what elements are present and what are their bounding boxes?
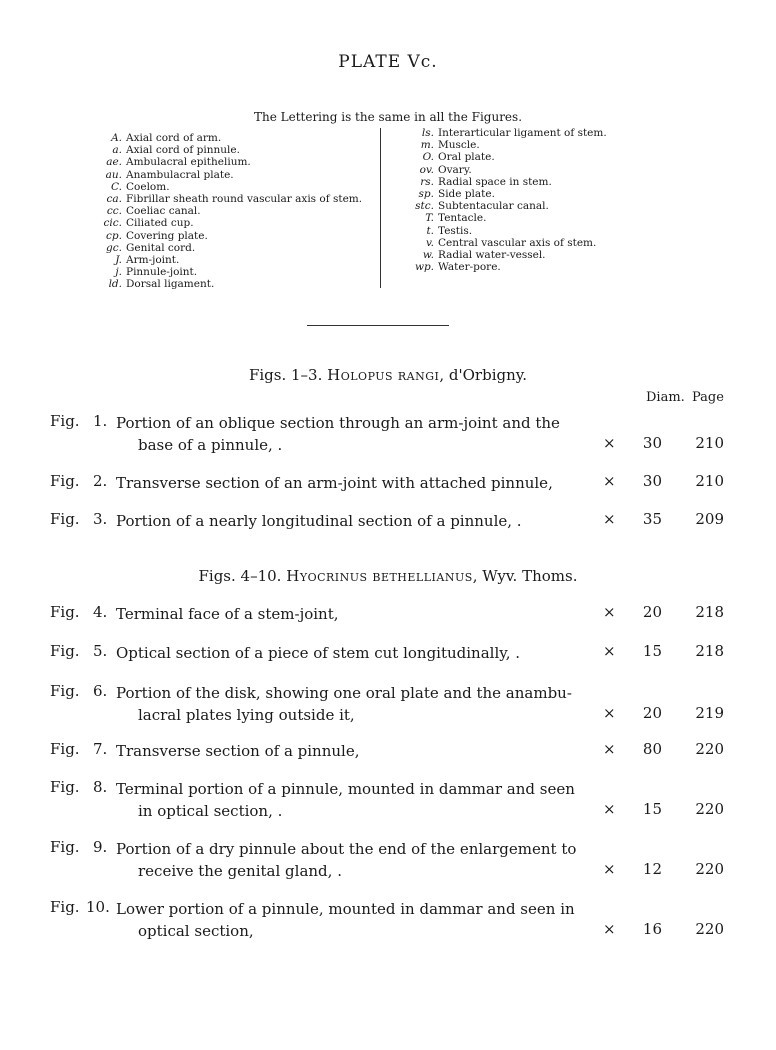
figure-label: Fig. <box>50 412 80 430</box>
figure-description-line1: Optical section of a piece of stem cut longitudinally, . <box>116 644 521 662</box>
figure-page: 210 <box>695 472 724 490</box>
figure-description <box>116 603 586 625</box>
legend-abbr: ls. <box>421 127 434 139</box>
figure-description <box>116 642 586 664</box>
section-prefix: Figs. 4–10. <box>198 567 282 585</box>
legend-text: Dorsal ligament. <box>126 278 215 291</box>
legend-text: Muscle. <box>438 139 480 152</box>
section-species: bethellianus <box>372 567 473 585</box>
legend-text: Water-pore. <box>438 261 501 274</box>
legend-right <box>412 127 642 273</box>
legend-abbr: T. <box>425 212 434 225</box>
figure-label: Fig. <box>50 642 80 660</box>
section-prefix: Figs. 1–3. <box>248 366 323 384</box>
magnification-sign: × <box>603 510 616 528</box>
legend-abbr: ld. <box>108 278 122 291</box>
figure-description-line1: Terminal face of a stem-joint, <box>116 605 339 623</box>
column-header-diam: Diam. <box>646 390 685 405</box>
figure-diameter: 35 <box>642 510 662 528</box>
magnification-sign: × <box>603 740 616 758</box>
legend-item <box>100 278 370 290</box>
legend-abbr: v. <box>425 236 434 249</box>
legend-text: Ambulacral epithelium. <box>126 156 251 169</box>
section-species: rangi <box>397 366 440 384</box>
figure-page: 220 <box>695 860 724 878</box>
legend-item <box>412 176 642 188</box>
legend-item <box>412 139 642 151</box>
section-author: , d'Orbigny. <box>439 366 528 384</box>
figure-diameter: 20 <box>642 603 662 621</box>
legend-text: Ciliated cup. <box>126 217 194 230</box>
figure-label: Fig. <box>50 682 80 700</box>
figure-label: Fig. <box>50 472 80 490</box>
legend-abbr: rs. <box>420 175 434 188</box>
legend-item <box>100 132 370 144</box>
figure-description-line2: receive the genital gland, . <box>138 862 342 880</box>
legend-item <box>412 151 642 163</box>
figure-description-line1: Lower portion of a pinnule, mounted in dammar and seen in <box>116 900 575 918</box>
figure-number: 6. <box>93 682 108 700</box>
figure-number: 7. <box>93 740 108 758</box>
figure-description <box>116 682 586 726</box>
figure-label: Fig. <box>50 778 80 796</box>
legend-abbr: C. <box>111 180 122 193</box>
figure-description-line2: base of a pinnule, . <box>138 436 283 454</box>
legend-text: Central vascular axis of stem. <box>438 236 597 249</box>
figure-diameter: 80 <box>642 740 662 758</box>
figure-diameter: 30 <box>642 434 662 452</box>
figure-label: Fig. <box>50 838 80 856</box>
legend-text: Arm-joint. <box>126 254 180 267</box>
legend-abbr: m. <box>420 139 434 152</box>
legend-item <box>100 169 370 181</box>
figure-description-line1: Portion of a nearly longitudinal section of a pinnule, . <box>116 512 522 530</box>
figure-description <box>116 778 586 822</box>
legend-abbr: stc. <box>415 200 434 213</box>
figure-description-line1: Terminal portion of a pinnule, mounted in dammar and seen <box>116 780 575 798</box>
legend-item <box>100 156 370 168</box>
legend-abbr: O. <box>422 151 434 164</box>
figure-page: 209 <box>695 510 724 528</box>
figure-description-line1: Portion of an oblique section through an arm-joint and the <box>116 414 560 432</box>
legend-abbr: au. <box>105 168 122 181</box>
column-header-page: Page <box>692 390 724 405</box>
legend-abbr: ae. <box>106 156 122 169</box>
section-genus: Holopus <box>327 366 394 384</box>
legend-item <box>100 217 370 229</box>
figure-description <box>116 740 586 762</box>
figure-label: Fig. <box>50 740 80 758</box>
legend-item <box>100 181 370 193</box>
legend-abbr: J. <box>115 254 122 267</box>
legend-abbr: j. <box>115 266 122 279</box>
legend-item <box>100 193 370 205</box>
figure-description-line2: optical section, <box>138 922 254 940</box>
figure-page: 218 <box>695 603 724 621</box>
figure-description <box>116 838 586 882</box>
magnification-sign: × <box>603 860 616 878</box>
legend-abbr: wp. <box>414 261 434 274</box>
legend-item <box>412 127 642 139</box>
magnification-sign: × <box>603 704 616 722</box>
legend-abbr: a. <box>112 144 122 157</box>
legend-item <box>100 230 370 242</box>
legend-item <box>412 249 642 261</box>
section-author: , Wyv. Thoms. <box>472 567 578 585</box>
legend-item <box>412 225 642 237</box>
legend-text: Coelom. <box>126 180 170 193</box>
figure-description-line2: in optical section, . <box>138 802 283 820</box>
legend-abbr: A. <box>111 132 122 144</box>
figure-label: Fig. <box>50 898 80 916</box>
legend-text: Pinnule-joint. <box>126 266 198 279</box>
figure-diameter: 12 <box>642 860 662 878</box>
figure-number: 8. <box>93 778 108 796</box>
section-heading-holopus <box>0 366 776 384</box>
figure-description <box>116 412 586 456</box>
figure-page: 220 <box>695 800 724 818</box>
magnification-sign: × <box>603 920 616 938</box>
legend-abbr: t. <box>426 224 434 237</box>
legend-text: Anambulacral plate. <box>126 168 234 181</box>
legend-divider <box>380 128 381 288</box>
legend-abbr: ov. <box>419 163 434 176</box>
legend-text: Axial cord of arm. <box>126 132 222 144</box>
figure-page: 219 <box>695 704 724 722</box>
figure-number: 1. <box>93 412 108 430</box>
figure-description <box>116 898 586 942</box>
legend-text: Interarticular ligament of stem. <box>438 127 607 139</box>
legend-text: Tentacle. <box>438 212 487 225</box>
legend-item <box>412 237 642 249</box>
legend-text: Radial space in stem. <box>438 175 552 188</box>
legend-text: Ovary. <box>438 163 472 176</box>
figure-description-line1: Transverse section of an arm-joint with attached pinnule, <box>116 474 553 492</box>
legend-abbr: cic. <box>103 217 122 230</box>
lettering-heading: The Lettering is the same in all the Figures. <box>253 110 523 124</box>
figure-number: 4. <box>93 603 108 621</box>
legend-abbr: w. <box>422 249 434 262</box>
magnification-sign: × <box>603 434 616 452</box>
figure-description <box>116 472 586 494</box>
legend-item <box>412 164 642 176</box>
legend-text: Side plate. <box>438 188 495 201</box>
figure-description-line1: Portion of a dry pinnule about the end of the enlargement to <box>116 840 577 858</box>
figure-description <box>116 510 586 532</box>
legend-text: Subtentacular canal. <box>438 200 549 213</box>
section-rule <box>307 325 449 326</box>
figure-diameter: 16 <box>642 920 662 938</box>
legend-abbr: ca. <box>106 193 122 206</box>
figure-label: Fig. <box>50 603 80 621</box>
legend-text: Oral plate. <box>438 151 495 164</box>
section-genus: Hyocrinus <box>286 567 368 585</box>
figure-description-line2: lacral plates lying outside it, <box>138 706 355 724</box>
figure-number: 9. <box>93 838 108 856</box>
legend-item <box>100 144 370 156</box>
magnification-sign: × <box>603 603 616 621</box>
figure-description-line1: Transverse section of a pinnule, <box>116 742 360 760</box>
figure-page: 220 <box>695 920 724 938</box>
legend-item <box>100 254 370 266</box>
legend-abbr: cp. <box>106 229 122 242</box>
legend-abbr: sp. <box>418 188 434 201</box>
figure-diameter: 30 <box>642 472 662 490</box>
figure-page: 210 <box>695 434 724 452</box>
figure-diameter: 20 <box>642 704 662 722</box>
figure-number: 2. <box>93 472 108 490</box>
legend-text: Fibrillar sheath round vascular axis of stem. <box>126 193 363 206</box>
legend-item <box>100 242 370 254</box>
legend-item <box>412 212 642 224</box>
figure-number: 5. <box>93 642 108 660</box>
legend-item <box>100 205 370 217</box>
figure-diameter: 15 <box>642 800 662 818</box>
legend-item <box>100 266 370 278</box>
figure-number: 3. <box>93 510 108 528</box>
legend-text: Axial cord of pinnule. <box>126 144 240 157</box>
figure-label: Fig. <box>50 510 80 528</box>
figure-description-line1: Portion of the disk, showing one oral plate and the anambu- <box>116 684 572 702</box>
legend-text: Radial water-vessel. <box>438 249 546 262</box>
figure-page: 218 <box>695 642 724 660</box>
legend-text: Coeliac canal. <box>126 205 201 218</box>
magnification-sign: × <box>603 642 616 660</box>
figure-diameter: 15 <box>642 642 662 660</box>
legend-text: Covering plate. <box>126 229 208 242</box>
magnification-sign: × <box>603 800 616 818</box>
legend-text: Testis. <box>438 224 473 237</box>
plate-title: PLATE Vc. <box>338 52 438 72</box>
legend-item <box>412 261 642 273</box>
figure-page: 220 <box>695 740 724 758</box>
legend-abbr: cc. <box>106 205 122 218</box>
legend-left <box>100 132 370 291</box>
legend-item <box>412 188 642 200</box>
section-heading-hyocrinus <box>0 567 776 585</box>
legend-text: Genital cord. <box>126 241 196 254</box>
legend-item <box>412 200 642 212</box>
figure-number: 10. <box>86 898 110 916</box>
legend-abbr: gc. <box>106 241 122 254</box>
magnification-sign: × <box>603 472 616 490</box>
